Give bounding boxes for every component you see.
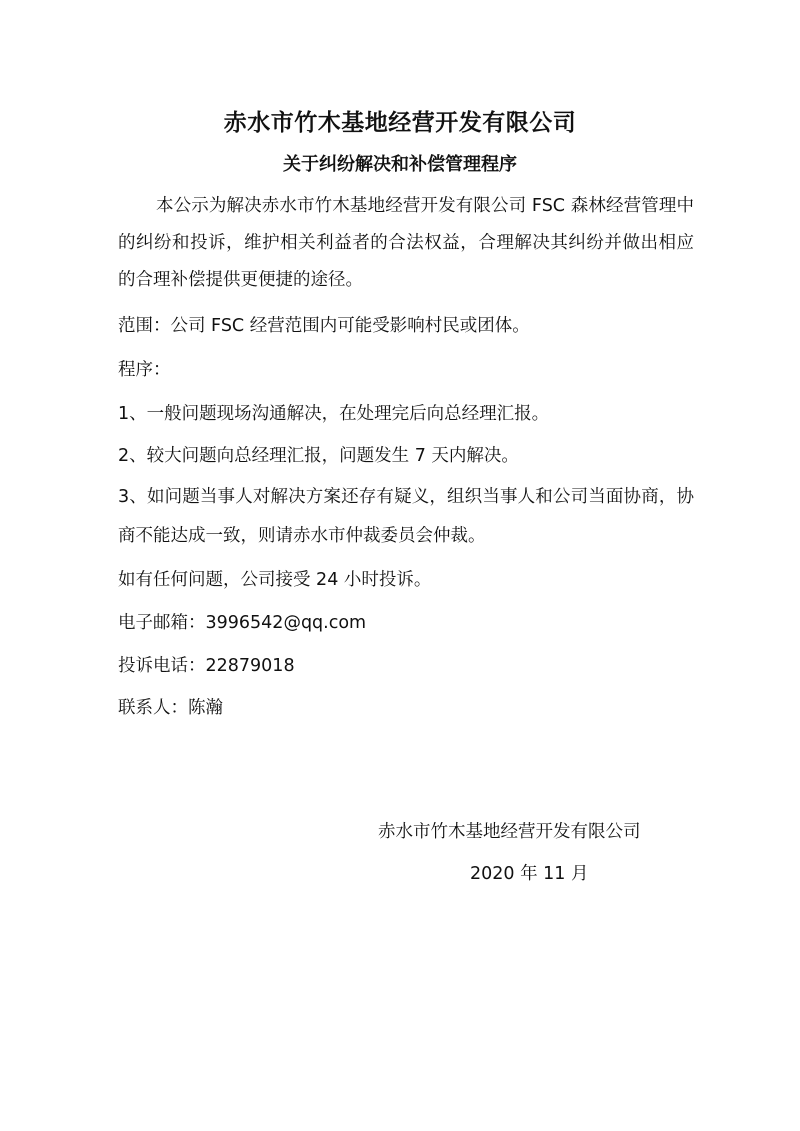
scope-text: 范围：公司 FSC 经营范围内可能受影响村民或团体。 bbox=[118, 316, 530, 336]
intro-paragraph: 本公示为解决赤水市竹木基地经营开发有限公司 FSC 森林经营管理中的纠纷和投诉，维护相关利益者的合法权益，合理解决其纠纷并做出相应的合理补偿提供更便捷的途径。 bbox=[118, 196, 694, 290]
complaint-note: 如有任何问题，公司接受 24 小时投诉。 bbox=[118, 570, 432, 590]
procedure-step-3: 3、如问题当事人对解决方案还存有疑义，组织当事人和公司当面协商，协商不能达成一致，则请赤水市仲裁委员会仲裁。 bbox=[118, 487, 694, 546]
procedure-step-1: 1、一般问题现场沟通解决，在处理完后向总经理汇报。 bbox=[118, 404, 550, 424]
contact-line: 联系人：陈瀚 bbox=[118, 698, 223, 718]
signature-company: 赤水市竹木基地经营开发有限公司 bbox=[378, 822, 641, 842]
signature-date: 2020 年 11 月 bbox=[470, 864, 589, 884]
email-line: 电子邮箱：3996542@qq.com bbox=[118, 613, 367, 633]
document-title: 赤水市竹木基地经营开发有限公司 bbox=[223, 110, 577, 136]
document-subtitle: 关于纠纷解决和补偿管理程序 bbox=[283, 154, 517, 175]
phone-line: 投诉电话：22879018 bbox=[118, 656, 295, 676]
procedure-step-2: 2、较大问题向总经理汇报，问题发生 7 天内解决。 bbox=[118, 446, 519, 466]
procedure-label: 程序： bbox=[118, 360, 171, 380]
